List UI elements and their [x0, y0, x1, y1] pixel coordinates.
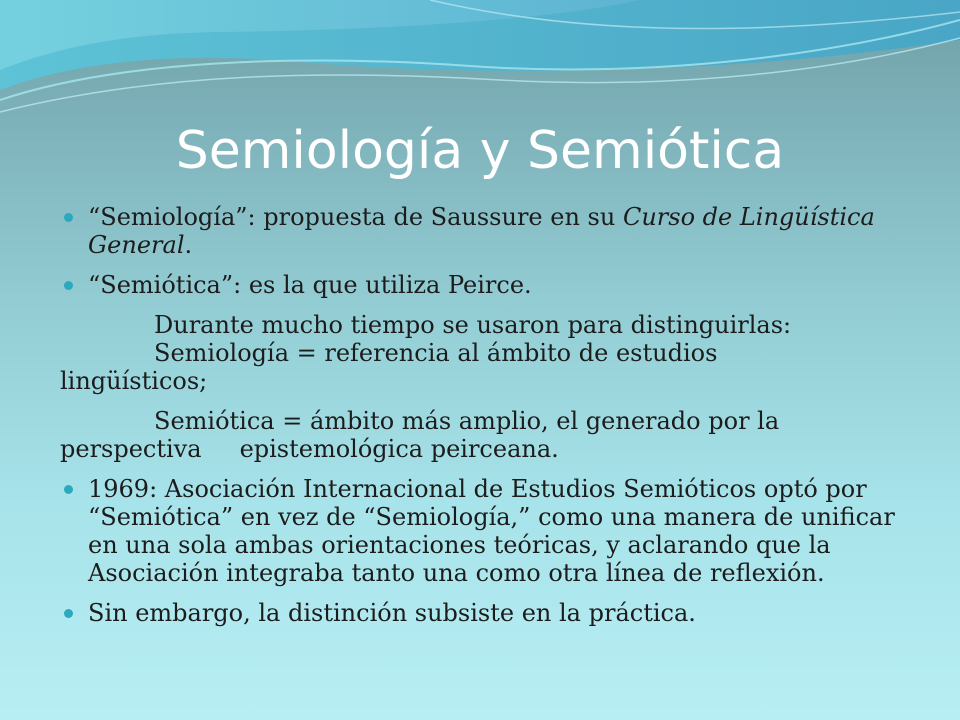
- para-line: Semiótica = ámbito más amplio, el generado por la: [154, 407, 780, 435]
- bullet-semiologia: [60, 203, 920, 259]
- bullet-dot-icon: [64, 213, 73, 222]
- para-line: Semiología = referencia al ámbito de estudios: [154, 339, 718, 367]
- bullet-sin-embargo: [60, 599, 920, 627]
- bullet-text: “Semiótica”: es la que utiliza Peirce.: [88, 271, 532, 299]
- paragraph-distinction: [60, 311, 920, 395]
- bullet-text: “Semiología”: propuesta de Saussure en su: [88, 203, 623, 231]
- bullet-dot-icon: [64, 485, 73, 494]
- bullet-semiotica: [60, 271, 920, 299]
- bullet-text: 1969: Asociación Internacional de Estudios Semióticos optó por “Semiótica” en vez de “Semiología,” como una manera de unificar en una sola ambas orientaciones teóricas, y aclarando que la Asociación integraba tanto una como otra línea de reflexión.: [88, 475, 895, 587]
- bullet-dot-icon: [64, 281, 73, 290]
- para-line: lingüísticos;: [60, 367, 208, 395]
- para-line: perspectiva: [60, 435, 202, 463]
- para-line: Durante mucho tiempo se usaron para distinguirlas:: [154, 311, 792, 339]
- paragraph-semiotica-definition: [60, 407, 920, 463]
- bullet-1969: [60, 475, 920, 587]
- bullet-text-end: .: [184, 231, 193, 259]
- bullet-dot-icon: [64, 609, 73, 618]
- book-title: Curso de Lingüística General: [88, 203, 875, 259]
- para-line: epistemológica peirceana.: [239, 435, 559, 463]
- bullet-text: Sin embargo, la distinción subsiste en la práctica.: [88, 599, 696, 627]
- slide-title: Semiología y Semiótica: [175, 121, 785, 181]
- slide-body: [60, 203, 920, 639]
- wave-decoration: [0, 0, 960, 130]
